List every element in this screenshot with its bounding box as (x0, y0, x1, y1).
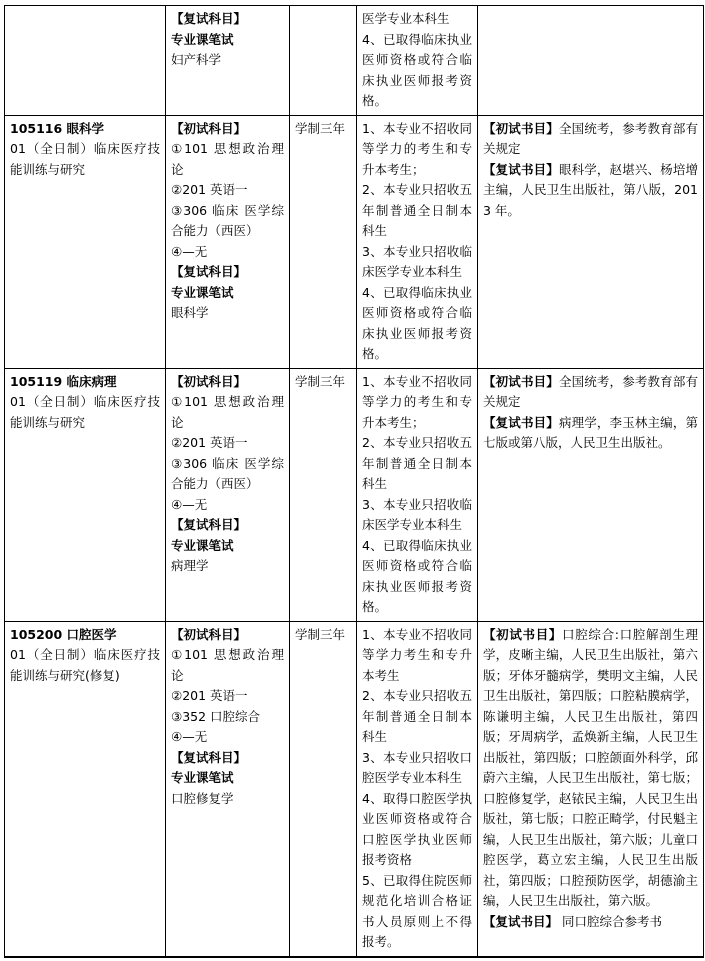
subject-item: ②201 英语一 (171, 688, 248, 703)
duration-label: 学制三年 (295, 373, 346, 389)
subjects-cell (166, 6, 290, 116)
subjects-section-label: 专业课笔试 (171, 770, 234, 785)
requirement-item: 4、已取得临床执业医师资格或符合临床执业医师报考资格。 (362, 284, 472, 361)
subject-item: ①101 思想政治理论 (171, 141, 284, 177)
subject-item: 妇产科学 (171, 52, 222, 67)
requirement-item: 4、已取得临床执业医师资格或符合临床执业医师报考资格。 (362, 537, 472, 614)
requirement-item: 2、本专业只招收五年制普通全日制本科生 (362, 182, 472, 238)
requirement-item: 5、已取得住院医师规范化培训合格证书人员原则上不得报考。 (362, 872, 472, 949)
subject-item: 病理学 (171, 558, 209, 573)
subjects-section-label: 【初试科目】 (171, 626, 247, 642)
requirement-item: 2、本专业只招收五年制普通全日制本科生 (362, 688, 472, 744)
requirement-item: 4、已取得临床执业医师资格或符合临床执业医师报考资格。 (362, 31, 472, 108)
requirement-item: 1、本专业不招收同等学力的考生和专升本考生； (362, 373, 472, 430)
book-paragraph (483, 372, 698, 413)
book-text: 全国统考，参考教育部有关规定 (483, 373, 698, 409)
book-text: 眼科学，赵堪兴、杨培增主编，人民卫生出版社，第八版，2013 年。 (483, 161, 698, 218)
subject-item: ④—无 (171, 729, 208, 744)
subjects-section-label: 【初试科目】 (171, 120, 247, 136)
subject-item: ③306 临床 医学综合能力（西医） (171, 455, 284, 491)
requirement-item: 1、本专业不招收同等学力的考生和专升本考生； (362, 120, 472, 177)
requirements-cell (357, 115, 478, 368)
books-section-label: 【复试书目】 (483, 161, 559, 177)
requirement-item: 3、本专业只招收临床医学专业本科生 (362, 496, 472, 532)
book-paragraph (483, 119, 698, 160)
requirement-item: 3、本专业只招收临床医学专业本科生 (362, 243, 472, 279)
books-cell (478, 115, 704, 368)
duration-cell (290, 368, 357, 621)
subjects-section-label: 【初试科目】 (171, 373, 247, 389)
table-row (5, 6, 704, 116)
book-text: 同口腔综合参考书 (558, 913, 662, 929)
subject-item: ②201 英语一 (171, 182, 248, 197)
requirement-item: 1、本专业不招收同等学力考生和专升本考生 (362, 626, 472, 683)
books-section-label: 【复试书目】 (483, 414, 559, 430)
program-cell (5, 6, 166, 116)
subject-item: 口腔修复学 (171, 790, 234, 806)
book-text: 病理学，李玉林主编，第七版或第八版，人民卫生出版社。 (483, 414, 698, 450)
admissions-table (4, 5, 704, 958)
subjects-section-label: 【复试科目】 (171, 749, 247, 765)
subjects-cell (166, 368, 290, 621)
duration-cell (290, 115, 357, 368)
books-section-label: 【复试书目】 (483, 913, 559, 929)
subjects-section-label: 【复试科目】 (171, 517, 247, 532)
subject-item: ①101 思想政治理论 (171, 394, 284, 430)
subject-item: ③352 口腔综合 (171, 708, 261, 724)
program-cell (5, 368, 166, 621)
requirement-item: 2、本专业只招收五年制普通全日制本科生 (362, 435, 472, 491)
requirement-item: 4、取得口腔医学执业医师资格或符合口腔医学执业医师报考资格 (362, 790, 472, 867)
subjects-section-label: 专业课笔试 (171, 31, 234, 47)
subject-item: ④—无 (171, 243, 208, 259)
requirements-cell (357, 368, 478, 621)
subjects-section-label: 专业课笔试 (171, 284, 234, 300)
book-paragraph (483, 160, 698, 222)
subject-item: ④—无 (171, 496, 208, 512)
subjects-section-label: 【复试科目】 (171, 264, 247, 279)
requirement-item: 医学专业本科生 (362, 11, 450, 26)
book-text: 口腔综合:口腔解剖生理学，皮晰主编，人民卫生出版社，第六版；牙体牙髓病学，樊明文主编，人民卫生出版社，第四版；口腔粘膜病学，陈谦明主编，人民卫生出版社，第四版；牙周病学，孟焕新主编，人民卫生出版社，第四版；口腔颌面外科学，邱蔚六主编，人民卫生出版社，第七版；口腔修复学，赵铱民主编，人民卫生出版社，第七版；口腔正畸学，付民魁主编，人民卫生出版社，第六版；儿童口腔医学，葛立宏主编，人民卫生出版社，第四版；口腔预防医学，胡德渝主编，人民卫生出版社，第六版。 (483, 626, 698, 908)
program-code: 105116 眼科学 (10, 120, 105, 136)
subject-item: 眼科学 (171, 305, 209, 320)
program-cell (5, 115, 166, 368)
books-section-label: 【初试书目】 (483, 120, 559, 136)
books-section-label: 【初试书目】 (483, 373, 559, 389)
duration-label (295, 9, 351, 30)
books-cell (478, 368, 704, 621)
program-code: 105119 临床病理 (10, 373, 117, 389)
table-row (5, 368, 704, 621)
books-cell (478, 6, 704, 116)
table-row (5, 115, 704, 368)
program-code: 105200 口腔医学 (10, 626, 117, 642)
book-text: 全国统考，参考教育部有关规定 (483, 120, 698, 156)
duration-label: 学制三年 (295, 120, 346, 136)
subjects-section-label: 【复试科目】 (171, 11, 247, 26)
subject-item: ③306 临床 医学综合能力（西医） (171, 202, 284, 238)
subjects-cell (166, 621, 290, 957)
book-paragraph (483, 912, 698, 933)
table-row (5, 621, 704, 957)
duration-label: 学制三年 (295, 626, 346, 642)
program-description: 01（全日制）临床医疗技能训练与研究 (10, 141, 160, 177)
duration-cell (290, 6, 357, 116)
program-description: 01（全日制）临床医疗技能训练与研究 (10, 394, 160, 430)
requirement-item: 3、本专业只招收口腔医学专业本科生 (362, 749, 472, 785)
subject-item: ①101 思想政治理论 (171, 647, 284, 683)
subjects-section-label: 专业课笔试 (171, 537, 234, 553)
requirements-cell (357, 621, 478, 957)
program-description: 01（全日制）临床医疗技能训练与研究(修复) (10, 647, 160, 683)
subjects-cell (166, 115, 290, 368)
requirements-cell (357, 6, 478, 116)
program-cell (5, 621, 166, 957)
admissions-table-body (5, 6, 704, 957)
duration-cell (290, 621, 357, 957)
books-cell (478, 621, 704, 957)
book-paragraph (483, 625, 698, 912)
subject-item: ②201 英语一 (171, 435, 248, 450)
books-section-label: 【初试书目】 (483, 626, 563, 642)
book-paragraph (483, 413, 698, 454)
